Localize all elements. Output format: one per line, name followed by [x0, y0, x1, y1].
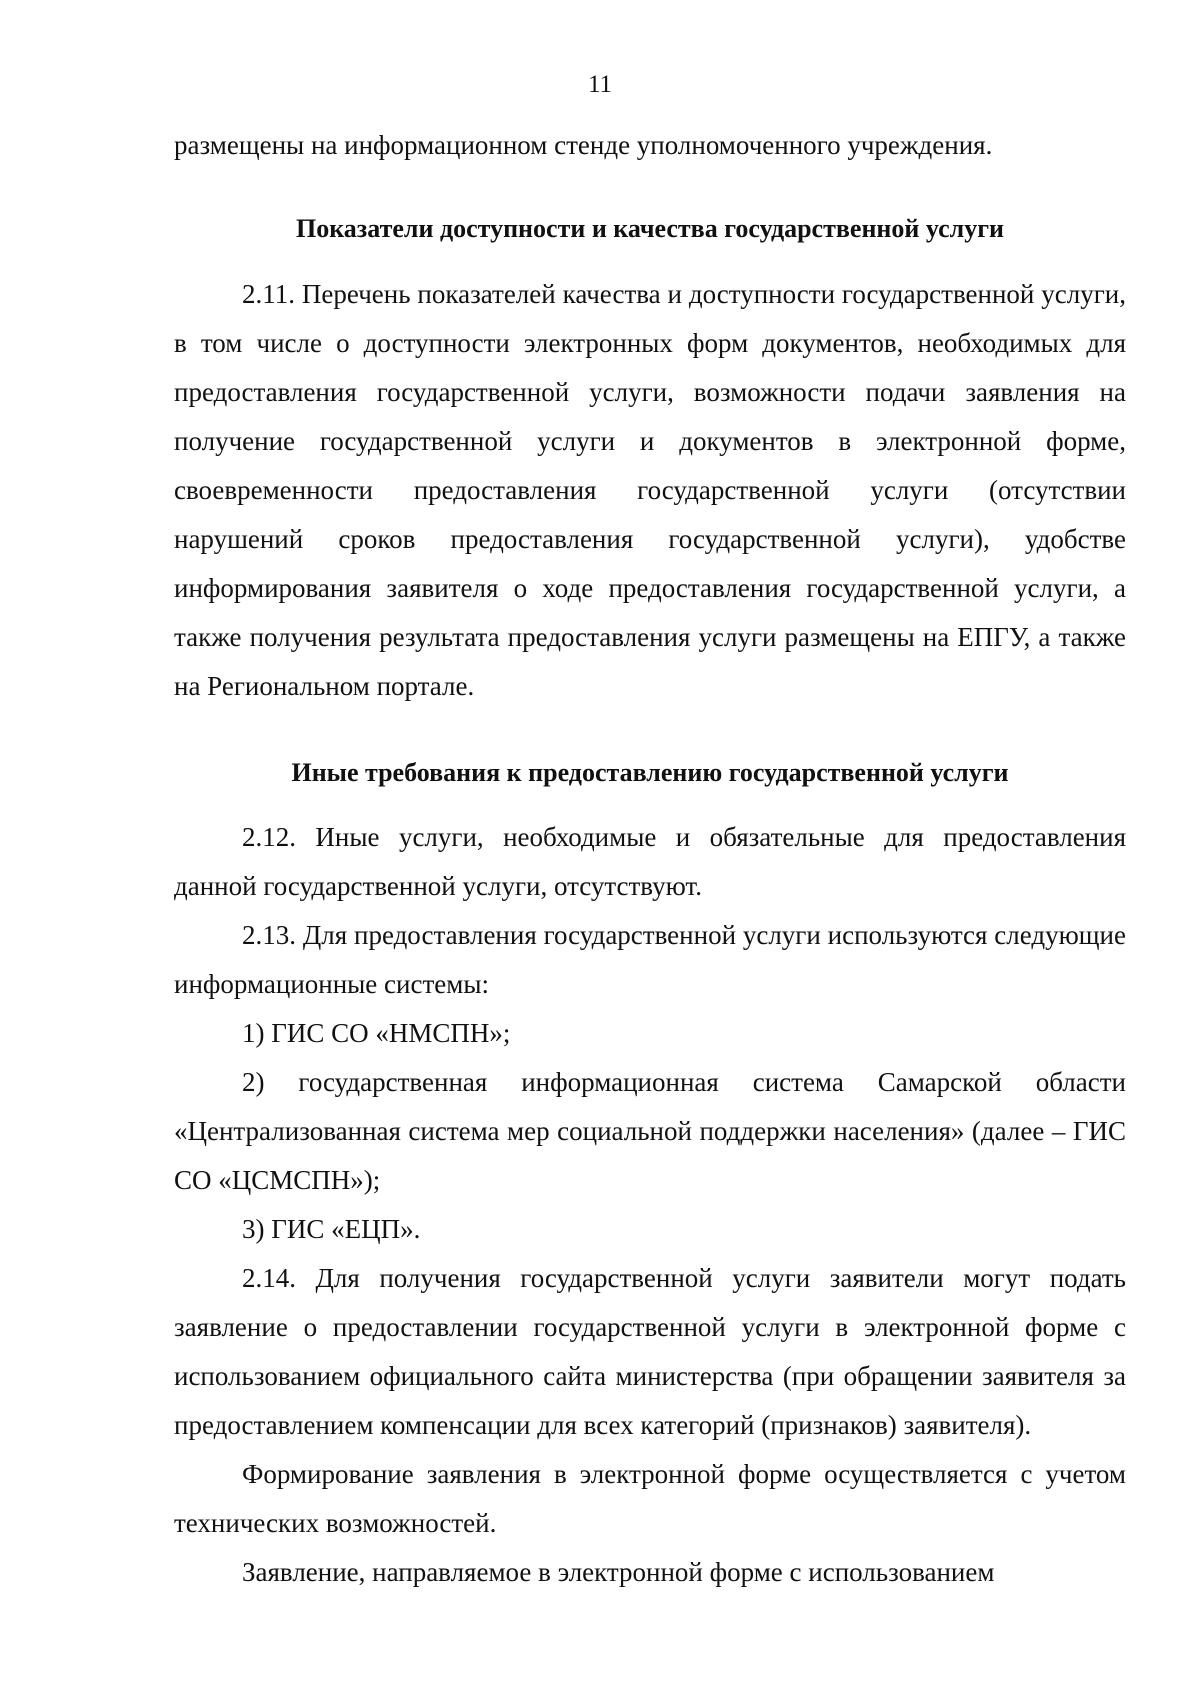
- paragraph-2-12: 2.12. Иные услуги, необходимые и обязательные для предоставления данной государственной услуги, отсутствуют.: [174, 822, 1126, 901]
- list-item-2: 2) государственная информационная система Самарской области «Централизованная система мер социальной поддержки населения» (далее – ГИС СО «ЦСМСПН»);: [174, 1067, 1126, 1195]
- section-1-body: [174, 270, 1126, 711]
- intro-text-block: [174, 121, 1126, 170]
- paragraph-formation: Формирование заявления в электронной форме осуществляется с учетом технических возможностей.: [174, 1459, 1126, 1538]
- list-item-1: 1) ГИС СО «НМСПН»;: [242, 1018, 511, 1048]
- paragraph-application: Заявление, направляемое в электронной форме с использованием: [242, 1557, 995, 1587]
- paragraph-2-14: 2.14. Для получения государственной услуги заявители могут подать заявление о предоставлении государственной услуги в электронной форме с использованием официального сайта министерства (при обращении заявителя за предоставлением компенсации для всех категорий (признаков) заявителя).: [174, 1263, 1126, 1440]
- section-2-body: [174, 813, 1126, 1597]
- page-number: 11: [587, 71, 613, 98]
- paragraph-2-13: 2.13. Для предоставления государственной услуги используются следующие информационные системы:: [174, 920, 1126, 999]
- list-item-3: 3) ГИС «ЕЦП».: [242, 1214, 421, 1244]
- section-heading-other-requirements: Иные требования к предоставлению государственной услуги: [291, 758, 1009, 787]
- section-heading-availability-quality: Показатели доступности и качества государственной услуги: [295, 214, 1005, 243]
- paragraph-2-11: 2.11. Перечень показателей качества и доступности государственной услуги, в том числе о доступности электронных форм документов, необходимых для предоставления государственной услуги, возможности подачи заявления на получение государственной услуги и документов в электронной форме, своевременности предоставления государственной услуги (отсутствии нарушений сроков предоставления государственной услуги), удобстве информирования заявителя о ходе предоставления государственной услуги, а также получения результата предоставления услуги размещены на ЕПГУ, а также на Региональном портале.: [174, 279, 1126, 701]
- intro-line: размещены на информационном стенде уполномоченного учреждения.: [174, 130, 993, 160]
